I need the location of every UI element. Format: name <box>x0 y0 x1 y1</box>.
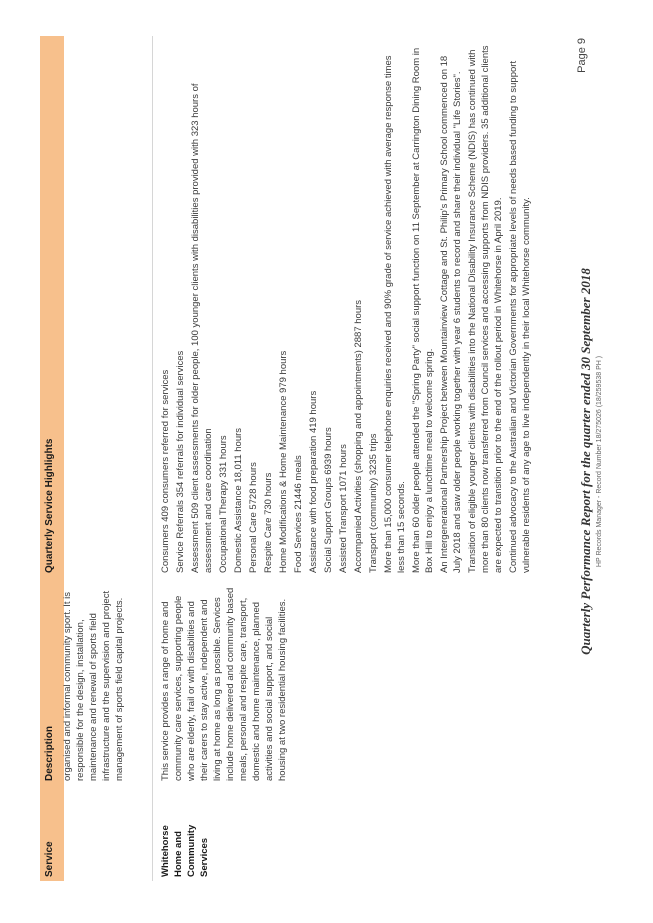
highlight-item: Occupational Therapy 331 hours <box>218 435 229 573</box>
service-name-line: Whitehorse <box>160 825 171 877</box>
table-row-home-community <box>153 36 551 881</box>
highlight-item: Transition of eligible younger clients with disabilities into the National Disability Insurance Scheme (NDIS) has continued with more than 80 clients now transferred from Council services and accessing supports from NDIS providers. 35 additional clients are expected to transition prior to the end of the rollout period in Whitehorse in April 2019. <box>467 45 504 573</box>
description-continued-text: organised and informal community sport. It is responsible for the design, installation, maintenance and renewal of sports field infrastructure and the supervision and project management of sports field capital projects. <box>62 590 125 781</box>
cell-service <box>153 785 551 881</box>
highlight-item: Service Referrals 354 referrals for individual services <box>175 350 186 573</box>
highlight-item: Food Services 21446 meals <box>293 455 304 573</box>
highlight-item: Continued advocacy to the Australian and Victorian Governments for appropriate levels of needs based funding to support vulnerable residents of any age to live independently in their local Whitehorse community. <box>508 60 532 573</box>
cell-description <box>153 577 551 785</box>
header-description: Description <box>40 577 64 785</box>
header-service: Service <box>40 785 64 881</box>
highlight-item: More than 15,000 consumer telephone enquiries received and 90% grade of service achieved with average response times less than 15 seconds. <box>383 55 407 573</box>
highlight-item: Consumers 409 consumers referred for services <box>160 369 171 573</box>
record-number: HP Records Manager - Record Number 18/275026 (18/259538 PH ) <box>596 355 603 568</box>
highlight-item: Assistance with food preparation 419 hours <box>308 390 319 573</box>
highlight-item: Assisted Transport 1071 hours <box>338 444 349 573</box>
cell-description-continued <box>64 577 153 785</box>
report-title: Quarterly Performance Report for the quarter ended 30 September 2018 <box>578 268 593 655</box>
table-row-continued <box>64 36 153 881</box>
header-highlights: Quarterly Service Highlights <box>40 36 64 577</box>
highlight-item: Accompanied Activities (shopping and appointments) 2887 hours <box>353 299 364 573</box>
highlight-item: Social Support Groups 6939 hours <box>323 427 334 573</box>
highlight-item: Home Modifications & Home Maintenance 979 hours <box>278 350 289 573</box>
service-name-line: Home and <box>173 831 184 877</box>
service-name-line: Services <box>199 837 210 877</box>
highlight-item: An Intergenerational Partnership Project between Mountainview Cottage and St. Philip's Primary School commenced on 18 July 2018 and saw older people working together with year 6 students to record and share their individual "Life Stories". <box>439 55 463 573</box>
page-number: Page 9 <box>576 38 588 73</box>
service-table <box>40 36 550 881</box>
highlight-item: Personal Care 5728 hours <box>248 462 259 573</box>
highlight-item: Assessment 509 client assessments for older people, 100 younger clients with disabilities provided with 323 hours of assessment and care coordination <box>190 83 214 573</box>
highlight-item: Respite Care 730 hours <box>263 472 274 573</box>
highlight-item: Domestic Assistance 18,011 hours <box>233 427 244 573</box>
service-description: This service provides a range of home and community care services, supporting people who are elderly, frail or with disabilities and their carers to stay active, independent and living at home as long as possible. Services include home delivered and community based meals, personal and respite care, transport, domestic and home maintenance, planned activities and social support, and social housing at two residential housing facilities. <box>160 587 288 781</box>
service-name-line: Community <box>186 824 197 877</box>
highlight-item: Transport (community) 3235 trips <box>368 433 379 573</box>
highlight-item: More than 60 older people attended the "Spring Party" social support function on 11 September at Carrington Dining Room in Box Hill to enjoy a lunchtime meal to welcome spring. <box>411 47 435 573</box>
cell-highlights <box>153 36 551 577</box>
highlights-list <box>159 36 533 577</box>
cell-service-empty <box>64 785 153 881</box>
cell-highlights-empty <box>64 36 153 577</box>
